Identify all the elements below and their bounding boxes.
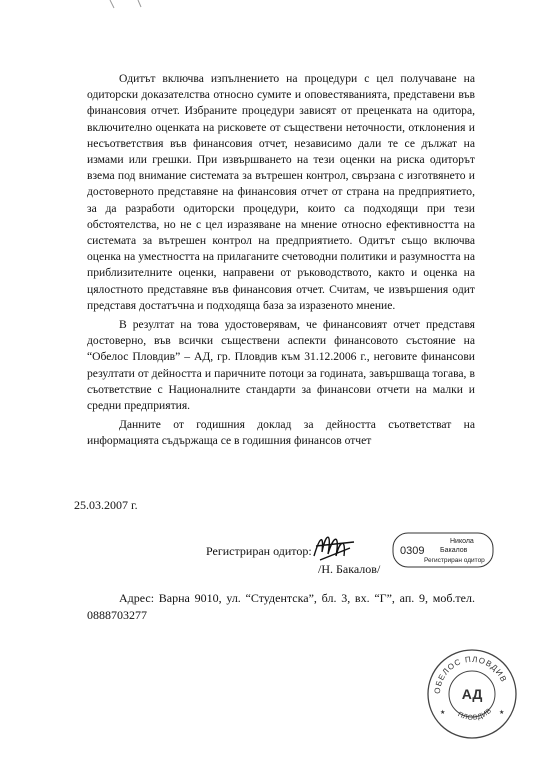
seal-legal-form: АД — [461, 686, 483, 702]
stamp-number: 0309 — [400, 545, 425, 557]
auditor-stamp — [392, 532, 494, 568]
stamp-last-name: Бакалов — [440, 547, 468, 554]
stamp-first-name: Никола — [450, 538, 474, 545]
seal-company-name: ОБЕЛОС ПЛОВДИВ — [432, 654, 509, 695]
seal-city: ПЛОВДИВ — [456, 707, 494, 722]
seal-star-left: ★ — [440, 710, 446, 716]
address-text: Адрес: Варна 9010, ул. “Студентска”, бл. 3, вх. “Г”, ап. 9, моб.тел. 0888703277 — [87, 591, 475, 622]
paragraph-opinion: В резултат на това удостоверявам, че финансовият отчет представя достоверно, във всички съществени аспекти финансовото състояние на “Обелос Пловдив” – АД, гр. Пловдив към 31.12.2006 г., неговите финансови резултати от дейността и паричните потоци за годината, завършваща тогава, в съответствие с Националните стандарти за финансови отчети на малки и средни предприятия. — [87, 318, 475, 413]
auditor-name: /Н. Бакалов/ — [318, 562, 381, 576]
signature-icon — [310, 526, 358, 566]
paragraph-audit-scope: Одитът включва изпълнението на процедури с цел получаване на одиторски доказателства относно сумите и оповестяванията, представени във финансовия отчет. Избраните процедури зависят от преценката на одитора, включително оценката на рисковете от съществени неточности, отклонения и несъответствия във финансовия отчет, независимо дали те се дължат на измами или грешки. При извършването на тези оценки на риска одиторът взема под внимание системата за вътрешен контрол, свързана с изготвянето и достоверното представяне на финансовия отчет от страна на предприятието, за да разработи одиторски процедури, които са подходящи при тези обстоятелства, но не с цел изразяване на мнение относно ефективността на системата за вътрешен контрол на предприятието. Одитът също включва оценка на уместността на прилаганите счетоводни политики и разумността на приблизителните оценки, направени от ръководството, както и оценка на цялостното представяне във финансовия отчет. Считам, че извършения одит представя достатъчна и подходяща база за изразеното мнение. — [87, 72, 475, 312]
seal-star-right: ★ — [499, 710, 505, 716]
auditor-address — [87, 590, 475, 623]
stamp-caption: Регистриран одитор — [424, 557, 485, 564]
auditor-label: Регистриран одитор: — [206, 544, 312, 558]
paragraph-annual-report: Данните от годишния доклад за дейността съответстват на информацията съдържаща се в годишния финансов отчет — [87, 418, 475, 448]
svg-text:ПЛОВДИВ — [456, 707, 493, 721]
company-seal — [426, 648, 518, 740]
scan-mark — [108, 0, 148, 10]
report-date: 25.03.2007 г. — [74, 498, 138, 512]
report-body — [87, 71, 475, 453]
